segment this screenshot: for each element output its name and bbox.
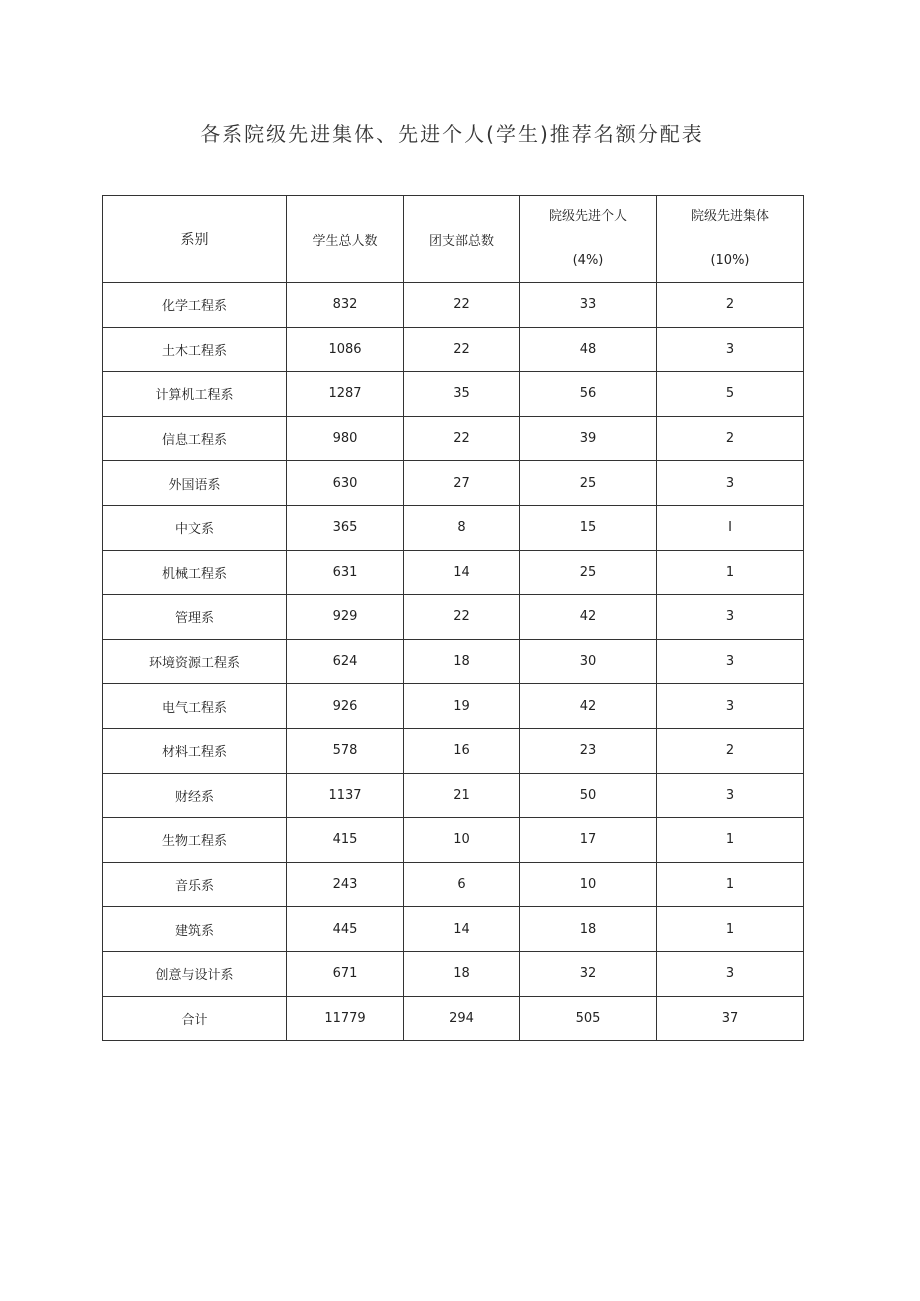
cell-individual: 23 <box>520 728 657 773</box>
cell-students: 929 <box>287 595 404 640</box>
cell-students: 243 <box>287 862 404 907</box>
header-collective <box>657 196 804 283</box>
cell-collective: 1 <box>657 818 804 863</box>
cell-branches: 14 <box>404 550 520 595</box>
cell-students: 415 <box>287 818 404 863</box>
cell-dept: 中文系 <box>103 505 287 550</box>
cell-dept: 化学工程系 <box>103 283 287 328</box>
cell-branches: 8 <box>404 505 520 550</box>
cell-students: 832 <box>287 283 404 328</box>
cell-students: 1137 <box>287 773 404 818</box>
cell-branches: 14 <box>404 907 520 952</box>
cell-individual: 42 <box>520 684 657 729</box>
cell-branches: 10 <box>404 818 520 863</box>
page-title: 各系院级先进集体、先进个人(学生)推荐名额分配表 <box>200 122 704 146</box>
cell-collective: 3 <box>657 773 804 818</box>
cell-individual: 56 <box>520 372 657 417</box>
table-row <box>103 639 804 684</box>
table-row <box>103 684 804 729</box>
cell-collective: 37 <box>657 996 804 1041</box>
header-gap <box>657 228 803 250</box>
header-individual <box>520 196 657 283</box>
table-row <box>103 505 804 550</box>
cell-dept: 财经系 <box>103 773 287 818</box>
cell-individual: 18 <box>520 907 657 952</box>
cell-dept: 外国语系 <box>103 461 287 506</box>
cell-branches: 27 <box>404 461 520 506</box>
cell-individual: 33 <box>520 283 657 328</box>
cell-students: 631 <box>287 550 404 595</box>
cell-dept: 电气工程系 <box>103 684 287 729</box>
cell-dept: 环境资源工程系 <box>103 639 287 684</box>
table-row <box>103 372 804 417</box>
cell-branches: 18 <box>404 639 520 684</box>
cell-branches: 21 <box>404 773 520 818</box>
cell-collective: 3 <box>657 461 804 506</box>
table-row <box>103 461 804 506</box>
table-row <box>103 327 804 372</box>
cell-students: 1287 <box>287 372 404 417</box>
cell-individual: 10 <box>520 862 657 907</box>
table-row <box>103 595 804 640</box>
cell-branches: 22 <box>404 327 520 372</box>
cell-collective: 3 <box>657 951 804 996</box>
cell-collective: 2 <box>657 416 804 461</box>
header-branches-label: 团支部总数 <box>428 233 494 249</box>
header-dept <box>103 196 287 283</box>
cell-collective: 3 <box>657 639 804 684</box>
cell-branches: 18 <box>404 951 520 996</box>
cell-collective: I <box>657 505 804 550</box>
cell-dept: 创意与设计系 <box>103 951 287 996</box>
cell-individual: 48 <box>520 327 657 372</box>
cell-branches: 22 <box>404 595 520 640</box>
cell-branches: 16 <box>404 728 520 773</box>
cell-students: 365 <box>287 505 404 550</box>
cell-collective: 3 <box>657 595 804 640</box>
cell-individual: 25 <box>520 461 657 506</box>
cell-branches: 35 <box>404 372 520 417</box>
cell-individual: 39 <box>520 416 657 461</box>
header-students <box>287 196 404 283</box>
cell-students: 671 <box>287 951 404 996</box>
cell-students: 445 <box>287 907 404 952</box>
total-row <box>103 996 804 1041</box>
cell-dept: 信息工程系 <box>103 416 287 461</box>
cell-collective: 2 <box>657 283 804 328</box>
cell-individual: 30 <box>520 639 657 684</box>
table-header <box>103 196 804 283</box>
cell-individual: 32 <box>520 951 657 996</box>
cell-students: 624 <box>287 639 404 684</box>
header-individual-label: 院级先进个人 <box>548 209 627 224</box>
table-body <box>103 283 804 1041</box>
cell-collective: 2 <box>657 728 804 773</box>
quota-table <box>102 195 804 1041</box>
cell-students: 926 <box>287 684 404 729</box>
cell-dept: 建筑系 <box>103 907 287 952</box>
cell-students: 11779 <box>287 996 404 1041</box>
cell-branches: 6 <box>404 862 520 907</box>
cell-dept: 合计 <box>103 996 287 1041</box>
cell-branches: 22 <box>404 416 520 461</box>
cell-students: 630 <box>287 461 404 506</box>
header-dept-label: 系别 <box>180 232 209 248</box>
header-collective-label: 院级先进集体 <box>690 209 769 224</box>
table-row <box>103 283 804 328</box>
table-row <box>103 862 804 907</box>
table-row <box>103 951 804 996</box>
header-individual-pct: (4%) <box>572 253 604 268</box>
cell-branches: 22 <box>404 283 520 328</box>
table-row <box>103 907 804 952</box>
cell-collective: 3 <box>657 327 804 372</box>
cell-collective: 1 <box>657 550 804 595</box>
table-row <box>103 773 804 818</box>
cell-individual: 505 <box>520 996 657 1041</box>
header-students-label: 学生总人数 <box>312 233 378 249</box>
cell-individual: 15 <box>520 505 657 550</box>
cell-collective: 1 <box>657 862 804 907</box>
cell-branches: 19 <box>404 684 520 729</box>
cell-dept: 计算机工程系 <box>103 372 287 417</box>
table-row <box>103 728 804 773</box>
cell-collective: 5 <box>657 372 804 417</box>
cell-collective: 3 <box>657 684 804 729</box>
cell-collective: 1 <box>657 907 804 952</box>
cell-dept: 生物工程系 <box>103 818 287 863</box>
cell-branches: 294 <box>404 996 520 1041</box>
table-row <box>103 550 804 595</box>
cell-students: 578 <box>287 728 404 773</box>
cell-individual: 25 <box>520 550 657 595</box>
cell-dept: 机械工程系 <box>103 550 287 595</box>
cell-dept: 管理系 <box>103 595 287 640</box>
cell-individual: 50 <box>520 773 657 818</box>
header-collective-pct: (10%) <box>710 253 750 268</box>
header-gap <box>520 228 656 250</box>
cell-dept: 材料工程系 <box>103 728 287 773</box>
cell-students: 1086 <box>287 327 404 372</box>
header-row <box>103 196 804 283</box>
cell-students: 980 <box>287 416 404 461</box>
cell-dept: 音乐系 <box>103 862 287 907</box>
cell-individual: 42 <box>520 595 657 640</box>
table-row <box>103 818 804 863</box>
cell-dept: 土木工程系 <box>103 327 287 372</box>
table-row <box>103 416 804 461</box>
header-branches <box>404 196 520 283</box>
cell-individual: 17 <box>520 818 657 863</box>
